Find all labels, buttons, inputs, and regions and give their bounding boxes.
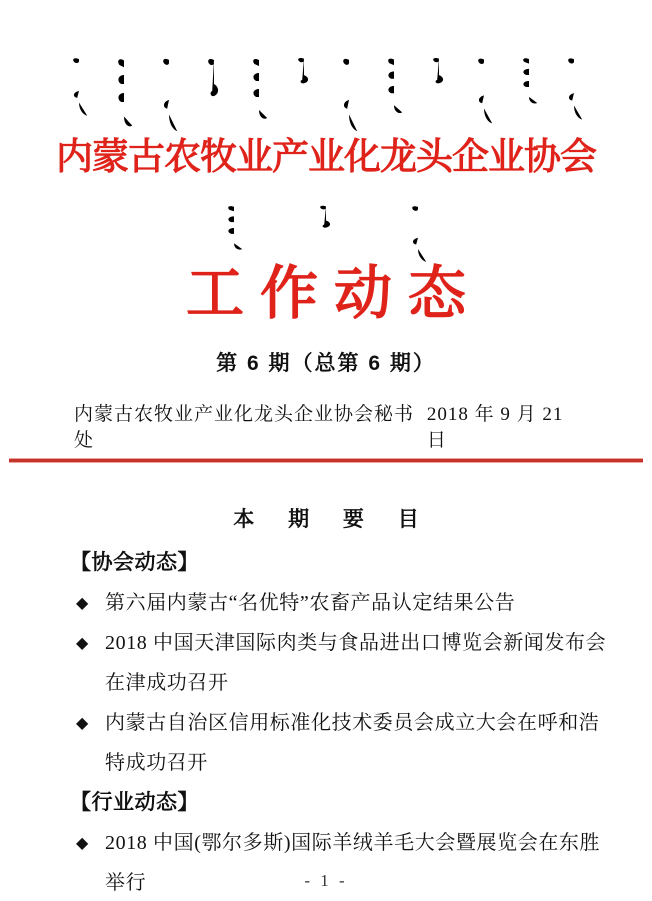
page-number: - 1 - (304, 871, 348, 890)
mongolian-script-row-sub (0, 204, 652, 264)
toc-item (70, 703, 610, 783)
mongolian-word-icon (429, 56, 449, 86)
contents-heading: 本 期 要 目 (233, 508, 433, 531)
issue-date: 2018 年 9 月 21 日 (426, 404, 564, 451)
diamond-bullet-icon: ◆ (76, 633, 89, 652)
toc-item-text: 内蒙古自治区信用标准化技术委员会成立大会在呼和浩特成功召开 (105, 712, 600, 774)
mongolian-word-icon (339, 56, 359, 134)
publisher-row (74, 402, 586, 454)
issue-line: 第 6 期（总第 6 期） (216, 352, 436, 375)
mongolian-word-icon (294, 56, 314, 86)
bulletin-title: 工作动态 (185, 261, 482, 326)
mongolian-word-icon (249, 56, 269, 122)
org-title: 内蒙古农牧业产业化龙头企业协会 (56, 137, 596, 178)
diamond-bullet-icon: ◆ (76, 713, 89, 732)
contents-list (70, 543, 607, 901)
toc-item (70, 583, 610, 623)
section-label-association: 【协会动态】 (70, 551, 199, 574)
mongolian-word-icon (474, 56, 494, 126)
mongolian-word-icon (224, 204, 244, 252)
diamond-bullet-icon: ◆ (76, 593, 89, 612)
mongolian-word-icon (316, 204, 336, 230)
mongolian-word-icon (114, 56, 134, 130)
toc-item-text: 第六届内蒙古“名优特”农畜产品认定结果公告 (105, 592, 516, 614)
masthead-rule (9, 458, 643, 463)
mongolian-word-icon (204, 56, 224, 100)
mongolian-word-icon (564, 56, 584, 122)
mongolian-word-icon (384, 56, 404, 116)
publisher-name: 内蒙古农牧业产业化龙头企业协会秘书处 (74, 404, 415, 451)
mongolian-word-icon (159, 56, 179, 134)
toc-item (70, 623, 610, 703)
mongolian-word-icon (519, 56, 539, 106)
toc-item-text: 2018 中国天津国际肉类与食品进出口博览会新闻发布会在津成功召开 (105, 632, 607, 694)
section-label-industry: 【行业动态】 (70, 791, 199, 814)
diamond-bullet-icon: ◆ (76, 833, 89, 852)
mongolian-word-icon (69, 56, 89, 118)
mongolian-word-icon (408, 204, 428, 264)
mongolian-script-row-top (0, 56, 652, 136)
toc-item-text: 2018 中国(鄂尔多斯)国际羊绒羊毛大会暨展览会在东胜举行 (105, 832, 601, 894)
